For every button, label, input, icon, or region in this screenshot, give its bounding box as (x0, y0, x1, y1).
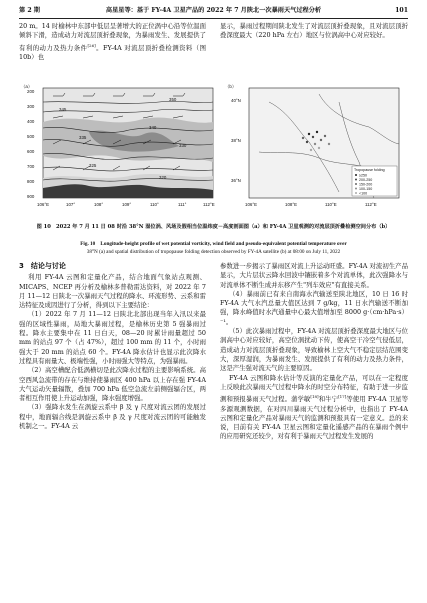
svg-text:400: 400 (27, 119, 35, 124)
svg-text:112°E: 112°E (203, 202, 215, 207)
paragraph: （3）强降水发生在涡旋云系中 β 及 γ 尺度对流云团的发展过程中，地面辐合线是涡旋云系中 β 及 γ 尺度对流云团的可能触发机制之一。FY-4A 云 (19, 403, 206, 431)
svg-text:600: 600 (27, 149, 35, 154)
running-header (19, 5, 408, 17)
running-title: 高星星等：基于 FY-4A 卫星产品的 2022 年 7 月陕北一次暴雨天气过程分析 (105, 7, 322, 14)
figure-caption-en-1: Fig. 10 Longitude-height profile of wet potential vorticity, wind field and pseudo-equivalent potential temperature over (80, 241, 347, 247)
svg-text:200: 200 (27, 89, 35, 94)
svg-text:700: 700 (27, 164, 35, 169)
svg-text:106°E: 106°E (37, 202, 50, 207)
svg-text:40°N: 40°N (231, 98, 241, 103)
svg-text:<100: <100 (359, 191, 368, 196)
page-number: 101 (395, 7, 408, 14)
paragraph: （1）2022 年 7 月 11—12 日陕北北部出现当年入汛以来最强的区域性暴雨，局地大暴雨过程，是榆林历史第 5 强暴雨过程。降水主要集中在 11 日白天，08—20 时累计雨量超过 50 mm 的站点 97 个（占 47%），超过 100 mm 的 11 个，小时雨强大于 20 mm 的站点 60 个。FY-4A 降水估计也显示此次降水过程具有雨量大、极端性强，小时雨强大等特点，为强暴雨。 (19, 310, 206, 365)
svg-text:36°N: 36°N (231, 178, 241, 183)
left-column-bottom (19, 262, 206, 431)
right-column-bottom (220, 262, 408, 442)
paragraph: （4）暴雨前已有来自南海水汽输送至陕北地区，10 日 16 时 FY-4A 大气水汽总量大值区达到 7 g/kg，11 日水汽输送不断加强，降水峰值时水汽通量中心最大值增加至 8000 g·（cm·hPa·s）⁻¹。 (220, 289, 408, 326)
svg-text:107°: 107° (66, 202, 76, 207)
paragraph: （2）高空槽配合低涡横切是此次降水过程的主要影响系统。高空西风急流带的存在与维持使暴雨区 400 hPa 以上存在强 FY-4A 大气运动矢量辐散，叠加 700 hPa 低空急流左前侧强辐合区，两者相互作用使上升运动加强，降水强度增强。 (19, 366, 206, 403)
svg-text:38°N: 38°N (231, 138, 241, 143)
svg-text:320: 320 (159, 175, 167, 180)
svg-text:Tropopause folding: Tropopause folding (354, 168, 385, 172)
map-legend (352, 166, 397, 196)
svg-text:200-250: 200-250 (359, 178, 373, 182)
svg-text:108°: 108° (94, 202, 104, 207)
section-heading: 3 结论与讨论 (19, 262, 66, 270)
figure-caption-en-2: 38°N (a) and spatial distribution of tropopause folding detection observed by FY-4A satellite (b) at 08:00 on July 11, 2022 (86, 249, 341, 255)
svg-text:112°E: 112°E (365, 202, 377, 207)
svg-text:100-150: 100-150 (359, 187, 373, 191)
svg-text:340: 340 (149, 125, 157, 130)
svg-text:345: 345 (59, 107, 67, 112)
svg-text:150-200: 150-200 (359, 182, 373, 187)
svg-text:330: 330 (179, 143, 187, 148)
svg-text:≥250: ≥250 (359, 173, 367, 178)
figure-10 (19, 82, 408, 222)
svg-text:800: 800 (27, 179, 35, 184)
right-column-top (220, 22, 408, 41)
svg-text:110°E: 110°E (325, 202, 337, 207)
header-rule (19, 18, 408, 19)
panel-b-label: （b） (225, 84, 237, 89)
x-axis-ticks (37, 202, 215, 207)
paragraph: 参数进一步揭示了暴雨区对流上升运动旺盛。FY-4A 对流初生产品显示，大片层状云降水回波中镶嵌着多个对流单体，此次强降水与对流单体不断生成并东移产生"列车效应"有直接关系。 (220, 262, 408, 289)
svg-text:335: 335 (79, 135, 87, 140)
issue-number: 第 2 期 (19, 7, 40, 14)
panel-a-cross-section (21, 84, 215, 207)
paragraph: 利用 FY-4A 云图和定量化产品，结合地面气象站点观测、MICAPS、NCEP 再分析及榆林多普勒雷达资料，对 2022 年 7 月 11—12 日陕北一次暴雨天气过程的降水、环流形势、云系和雷达特征及成因进行了分析，得到以下主要结论： (19, 273, 206, 310)
svg-text:109°: 109° (122, 202, 132, 207)
svg-text:900: 900 (27, 194, 35, 199)
panel-b-map (225, 84, 399, 207)
left-column-top (19, 22, 206, 62)
svg-text:350: 350 (169, 97, 177, 102)
svg-text:325: 325 (89, 163, 97, 168)
svg-text:500: 500 (27, 134, 35, 139)
paragraph: （5）此次暴雨过程中，FY-4A 对流层顶折叠深度最大地区与位涡高中心对应较好，高空位涡扰动下传，使高空干冷空气侵低层，造成动力对流层顶折叠现象，导致榆林上空大气不稳定层结范围变大，深厚湿润，为暴雨发生、发展提供了有利的动力及热力条件，这是产生强对流天气的主要原因。 (220, 327, 408, 373)
paragraph: 显示，暴雨过程期间陕北发生了对流层顶折叠现象，且对流层顶折叠深度最大（220 hPa 左右）地区与位涡高中心对应较好。 (220, 22, 408, 40)
figure-caption-cn: 图 10 2022 年 7 月 11 日 08 时沿 38°N 湿位涡、风场及假相当位温纬度－高度剖面图（a）和 FY-4A 卫星观测的对流层顶折叠检测空间分布（b） (36, 224, 391, 230)
svg-text:111°: 111° (178, 202, 187, 207)
y-axis-ticks (27, 89, 35, 199)
panel-a-label: （a） (21, 84, 33, 89)
svg-text:106°E: 106°E (245, 202, 258, 207)
svg-text:108°E: 108°E (285, 202, 298, 207)
paragraph: FY-4A 云图和降水估计等反演的定量化产品，可以在一定程度上反映此次暴雨天气过程中降水的时空分布特征，有助于进一步监测和预报暴雨天气过程。蒲学敏[18]和牛宁[17]等使用 FY-4A 卫星等多源观测数据，在对四川暴雨天气过程分析中，也指出了 FY-4A 云图和定量化产品对暴雨天气的监测和预报具有一定意义。总的来说，目前有关 FY-4A 卫星云图和定量化遥感产品的在暴雨个例中的应用研究还较少，对有利于暴雨天气过程发生发展的 (220, 373, 409, 441)
paragraph: 20 m。14 时榆林中东部中低层呈著增大的正位涡中心沿等位温面倾斜下滑，造成动力对流层顶折叠现象，为暴雨发生、发展提供了有利的动力及热力条件[26]。FY-4A 对流层顶折叠检测资料（图 10b）也 (19, 22, 207, 62)
svg-text:110°: 110° (150, 202, 159, 207)
svg-text:300: 300 (27, 104, 35, 109)
